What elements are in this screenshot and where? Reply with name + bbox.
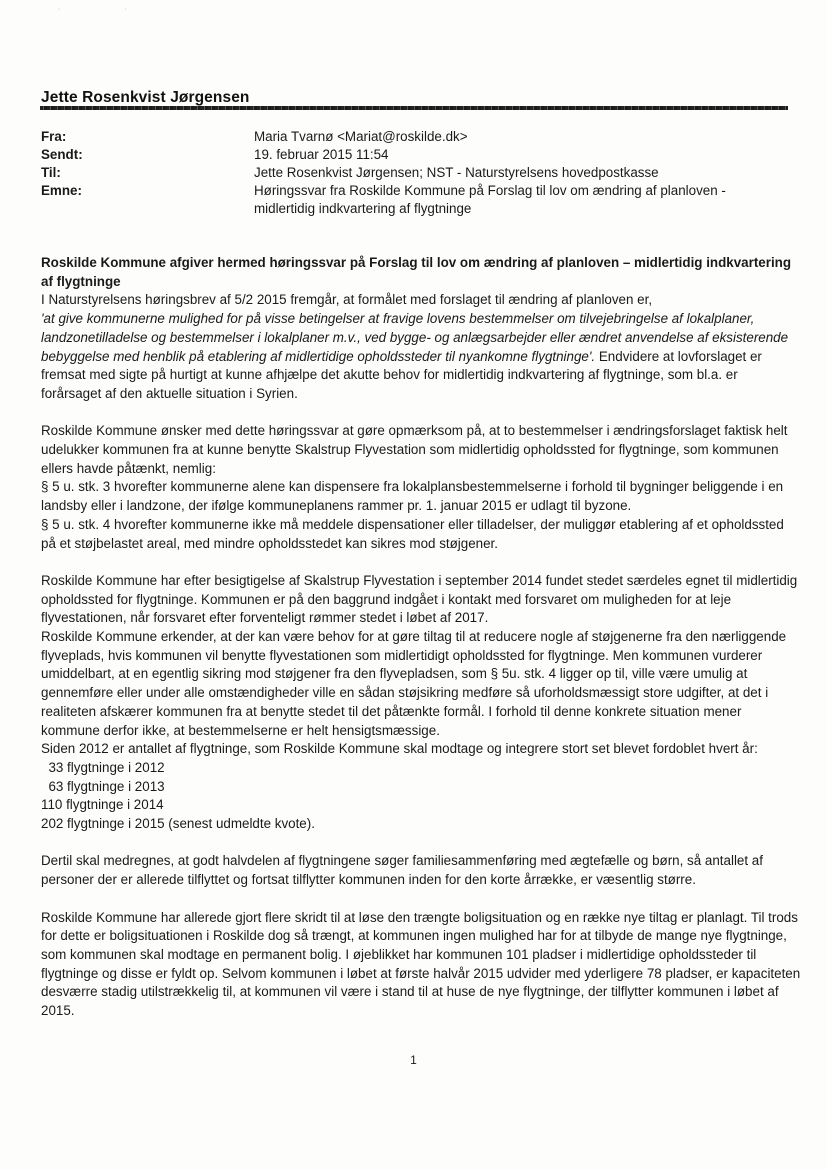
refugee-count-2012: 33 flygtninge i 2012 [41, 759, 165, 775]
sender-name: Jette Rosenkvist Jørgensen [41, 89, 250, 106]
header-from [41, 128, 801, 146]
email-header [41, 128, 801, 218]
header-rule [40, 106, 788, 110]
sent-value: 19. februar 2015 11:54 [254, 147, 389, 162]
scan-specks: · · [58, 6, 147, 13]
subject-label: Emne: [41, 183, 82, 198]
subject-value-line2: midlertidig indkvartering af flygtninge [254, 201, 472, 216]
paragraph-1-rest: Endvidere at lovforslaget er fremsat med sigte på hurtigt at kunne afhjælpe det akutte behov for midlertidig indkvartering af flygtninge, som bl.a. er forårsaget af den aktuelle situation i Syrien. [41, 348, 762, 401]
page-number: 1 [410, 1053, 417, 1067]
header-to [41, 164, 801, 182]
to-value: Jette Rosenkvist Jørgensen; NST - Naturstyrelsens hovedpostkasse [254, 165, 659, 180]
paragraph-5: Siden 2012 er antallet af flygtninge, som Roskilde Kommune skal modtage og integrere stort set blevet fordoblet hvert år: [41, 741, 758, 757]
subject-value [254, 182, 801, 218]
to-label: Til: [41, 165, 61, 180]
paragraph-2: Roskilde Kommune ønsker med dette høringssvar at gøre opmærksom på, at to bestemmelser i ændringsforslaget faktisk helt udelukker kommunen fra at kunne benytte Skalstrup Flyvestation som midlertidig opholdssted for flygtninge, som kommunen ellers havde påtænkt, nemlig: [41, 423, 788, 476]
subject-value-line1: Høringssvar fra Roskilde Kommune på Forslag til lov om ændring af planloven - [254, 183, 726, 198]
paragraph-7: Roskilde Kommune har allerede gjort flere skridt til at løse den trængte boligsituation og en række nye tiltag er planlagt. Til trods for dette er boligsituationen i Roskilde dog så trængt, at kommunen ingen mulighed har for at tilbyde de mange nye flygtninge, som kommunen skal modtage en permanent bolig. I øjeblikket har kommunen 101 pladser i midlertidige opholdssteder til flygtninge og disse er fyldt op. Selvom kommunen i løbet at første halvår 2015 udvider med yderligere 78 pladser, er kapaciteten desværre stadig utilstrækkelig til, at kommunen vil være i stand til at huse de nye flygtninge, der tilflytter kommunen i løbet af 2015. [41, 909, 801, 1019]
header-subject [41, 182, 801, 218]
from-value: Maria Tvarnø <Mariat@roskilde.dk> [254, 129, 468, 144]
letter-body [41, 254, 801, 1021]
from-label: Fra: [41, 129, 67, 144]
paragraph-3: Roskilde Kommune har efter besigtigelse af Skalstrup Flyvestation i september 2014 fundet stedet særdeles egnet til midlertidig opholdssted for flygtninge. Kommunen er på den baggrund indgået i kontakt med forsvaret om muligheden for at leje flyvestationen, når forsvaret efter forventeligt rømmer stedet i løbet af 2017. [41, 572, 798, 626]
paragraph-1-intro: I Naturstyrelsens høringsbrev af 5/2 2015 fremgår, at formålet med forslaget til ændring af planloven er, [41, 292, 653, 308]
header-sent [41, 146, 801, 164]
body-subject-line: Roskilde Kommune afgiver hermed høringssvar på Forslag til lov om ændring af planloven – midlertidig indkvartering af flygtninge [41, 255, 792, 289]
refugee-count-2014: 110 flygtninge i 2014 [41, 797, 164, 813]
paragraph-2-item-2: § 5 u. stk. 4 hvorefter kommunerne ikke må meddele dispensationer eller tilladelser, der muliggør etablering af et opholdssted på et støjbelastet areal, med mindre opholdsstedet kan sikres mod støjgener. [41, 516, 784, 551]
paragraph-6: Dertil skal medregnes, at godt halvdelen af flygtningene søger familiesammenføring med ægtefælle og børn, så antallet af personer der er allerede tilflyttet og fortsat tilflytter kommunen inden for den korte årrække, er væsentlig større. [41, 853, 763, 888]
paragraph-4: Roskilde Kommune erkender, at der kan være behov for at gøre tiltag til at reducere nogle af støjgenerne fra den nærliggende flyveplads, hvis kommunen vil benytte flyvestationen som midlertidigt opholdssted for flygtninge. Men kommunen vurderer umiddelbart, at en egentlig sikring mod støjgener fra den flyvepladsen, som § 5u. stk. 4 ligger op til, ville være umulig at gennemføre eller under alle omstændigheder ville en sådan støjsikring medføre så uforholdsmæssigt store udgifter, at det i realiteten afskærer kommunen fra at benytte stedet til det påtænkte formål. I forhold til denne konkrete situation mener kommune derfor ikke, at bestemmelserne er helt hensigtsmæssige. [41, 629, 787, 738]
paragraph-2-item-1: § 5 u. stk. 3 hvorefter kommunerne alene kan dispensere fra lokalplansbestemmelserne i forhold til bygninger beliggende i en landsby eller i landzone, der ifølge kommuneplanens rammer pr. 1. januar 2015 er udlagt til byzone. [41, 479, 784, 514]
refugee-count-2015: 202 flygtninge i 2015 (senest udmeldte kvote). [41, 816, 315, 832]
refugee-count-2013: 63 flygtninge i 2013 [41, 778, 165, 794]
sent-label: Sendt: [41, 147, 83, 162]
paragraph-1 [41, 291, 801, 403]
paragraph-1-quote: 'at give kommunerne mulighed for på visse betingelser at fravige lovens bestemmelser om tilvejebringelse af lokalplaner, landzonetilladelse og bestemmelser i lokalplaner m.v., ved bygge- og anlægsarbejder eller ændret anvendelse af eksisterende bebyggelse med henblik på etablering af midlertidige opholdssteder til nyankomne flygtninge'. [41, 311, 789, 364]
